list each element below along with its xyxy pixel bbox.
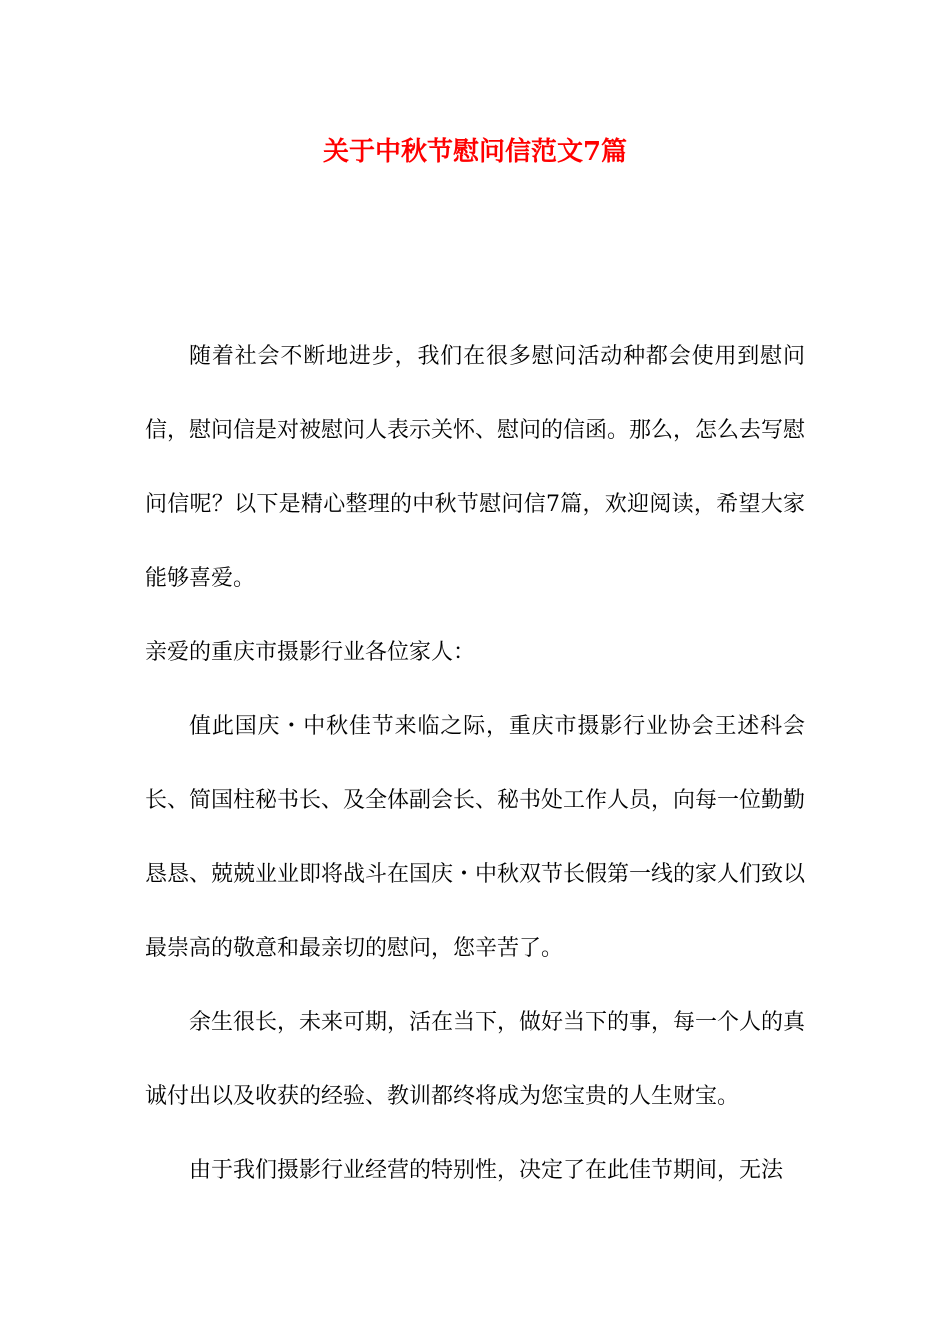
document-body	[145, 320, 805, 1208]
paragraph-continuation: 由于我们摄影行业经营的特别性，决定了在此佳节期间，无法	[189, 1158, 784, 1183]
paragraph-salutation: 亲爱的重庆市摄影行业各位家人：	[145, 640, 476, 665]
paragraph-reflection: 余生很长，未来可期，活在当下，做好当下的事，每一个人的真诚付出以及收获的经验、教训都终将成为您宝贵的人生财宝。	[145, 1010, 806, 1109]
document-title: 关于中秋节慰问信范文7篇	[322, 137, 628, 167]
paragraph-intro: 随着社会不断地进步，我们在很多慰问活动种都会使用到慰问信，慰问信是对被慰问人表示关怀、慰问的信函。那么，怎么去写慰问信呢？以下是精心整理的中秋节慰问信7篇，欢迎阅读，希望大家能够喜爱。	[145, 344, 806, 591]
paragraph-greeting: 值此国庆・中秋佳节来临之际，重庆市摄影行业协会王述科会长、简国柱秘书长、及全体副会长、秘书处工作人员，向每一位勤勤恳恳、兢兢业业即将战斗在国庆・中秋双节长假第一线的家人们致以最崇高的敬意和最亲切的慰问，您辛苦了。	[145, 714, 806, 961]
